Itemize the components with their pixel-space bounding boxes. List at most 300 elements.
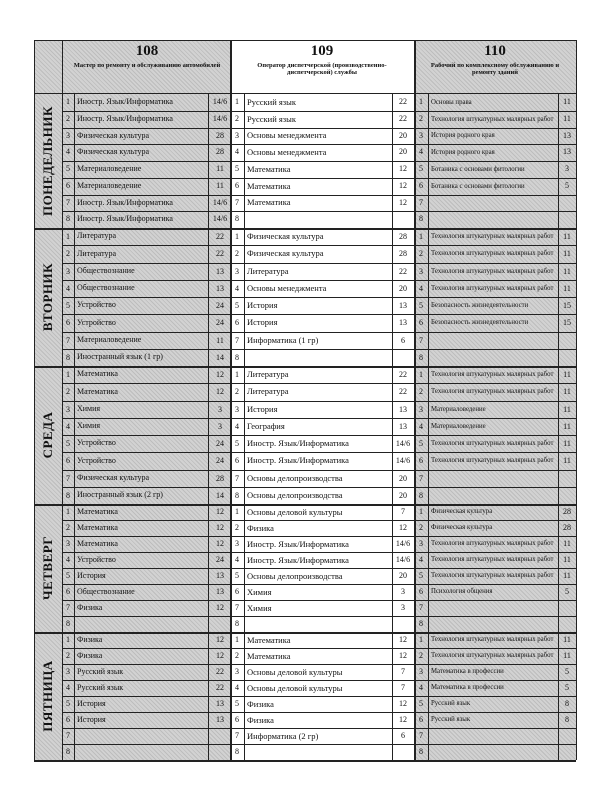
lesson-room: 13 [216,587,224,596]
lesson-room: 15 [563,301,571,310]
lesson-subject: Русский язык [247,96,296,107]
row-line [62,744,576,745]
lesson-subject: Русский язык [431,716,471,724]
lesson-room: 12 [399,651,407,660]
lesson-number: 4 [235,147,239,157]
lesson-room: 11 [563,283,571,293]
lesson-number: 4 [419,147,423,157]
lesson-number: 7 [419,197,423,207]
lesson-subject: Основы деловой культуры [247,506,343,517]
lesson-number: 1 [66,507,70,516]
lesson-room: 20 [399,473,407,483]
lesson-room: 24 [216,439,224,448]
lesson-number: 3 [419,539,423,548]
lesson-room [558,744,576,760]
lesson-subject: Химия [247,602,272,613]
lesson-subject: Основы делопроизводства [247,570,343,581]
day-label-1: ПОНЕДЕЛЬНИК [40,106,55,216]
lesson-number: 5 [235,301,239,310]
lesson-room [558,195,576,212]
lesson-subject: Русский язык [431,700,471,708]
lesson-room: 11 [563,421,571,431]
lesson-room: 12 [399,715,407,724]
lesson-room: 11 [563,232,571,241]
lesson-number: 2 [419,387,423,397]
lesson-room: 24 [216,555,224,564]
row-line [62,332,576,333]
lesson-subject: Русский язык [77,666,124,676]
number-column-divider [428,94,429,760]
lesson-room: 28 [216,473,224,483]
lesson-number: 1 [66,635,70,644]
lesson-subject: Технология штукатурных малярных работ [431,250,554,258]
border-top [34,40,576,41]
row-line [62,568,576,569]
lesson-subject: Безопасность жизнедеятельности [431,319,529,327]
row-line [62,600,576,601]
lesson-subject: Иностранный язык (1 гр) [77,352,163,362]
lesson-subject: Основы делопроизводства [247,472,343,483]
lesson-subject: Иностр. Язык/Информатика [247,438,349,449]
lesson-subject: Ботаника с основами фитологии [431,182,525,190]
lesson-room: 14/6 [212,197,228,207]
lesson-subject: Технология штукатурных малярных работ [431,652,554,660]
lesson-subject: Литература [77,231,117,241]
lesson-room: 22 [216,232,224,241]
lesson-room: 11 [563,539,571,548]
row-line [62,401,576,402]
lesson-subject: Иностр. Язык/Информатика [77,214,173,224]
lesson-room: 28 [563,507,571,516]
lesson-room: 8 [565,715,569,724]
lesson-subject: Обществознание [77,265,135,275]
lesson-subject: Информатика (2 гр) [247,730,319,741]
group-title: Рабочий по комплексному обслуживанию и ремонту зданий [430,62,560,77]
lesson-number: 1 [66,232,70,241]
lesson-room: 11 [563,370,571,379]
lesson-subject: География [247,420,285,431]
lesson-subject: Обществознание [77,283,135,293]
lesson-number: 3 [419,404,423,414]
group-divider [230,40,232,760]
lesson-subject: Литература [77,248,117,258]
lesson-number: 5 [419,164,423,173]
lesson-subject: Математика [77,369,118,379]
lesson-room: 11 [563,266,571,276]
lesson-room [558,332,576,349]
day-label-3: СРЕДА [40,411,55,459]
lesson-room: 12 [216,603,224,612]
lesson-subject: Физика [77,650,103,660]
lesson-subject: Физическая культура [431,508,493,516]
lesson-room: 24 [216,301,224,310]
lesson-subject: Иностр. Язык/Информатика [77,197,173,207]
row-line [62,280,576,281]
lesson-subject: Литература [247,265,289,276]
row-line [62,664,576,665]
lesson-number: 8 [419,619,423,628]
lesson-subject [431,195,557,212]
lesson-room: 6 [401,731,405,740]
lesson-number: 4 [66,683,70,692]
lesson-number: 8 [66,747,70,756]
row-line [62,297,576,298]
lesson-subject: Иностр. Язык/Информатика [77,97,173,107]
lesson-room: 28 [563,523,571,532]
lesson-room: 24 [216,318,224,328]
room-column-divider [208,94,209,760]
lesson-number: 3 [235,539,239,548]
lesson-subject: Технология штукатурных малярных работ [431,572,554,580]
row-line [62,245,576,246]
row-line [62,263,576,264]
lesson-subject [431,211,557,228]
lesson-room: 22 [399,97,407,106]
lesson-number: 7 [235,731,239,740]
lesson-number: 8 [66,214,70,224]
row-line [62,383,576,384]
lesson-room: 13 [216,266,224,276]
lesson-room: 22 [216,667,224,676]
lesson-subject: Химия [77,421,101,431]
lesson-room [558,616,576,632]
lesson-room: 20 [399,571,407,580]
lesson-room: 15 [563,318,571,328]
lesson-room: 11 [563,249,571,259]
lesson-subject [431,349,557,366]
group-title: Оператор диспетчерской (производственно-диспетчерской) службы [257,62,387,77]
lesson-room [558,487,576,504]
lesson-subject [431,487,557,504]
lesson-subject: Технология штукатурных малярных работ [431,284,554,292]
lesson-subject: Основы делопроизводства [247,489,343,500]
lesson-room: 11 [216,180,224,190]
lesson-subject: История родного края [431,149,495,157]
lesson-subject: Математика [247,197,291,208]
lesson-number: 2 [419,651,423,660]
lesson-number: 5 [419,699,423,708]
lesson-number: 3 [235,266,239,276]
lesson-number: 3 [235,667,239,676]
lesson-room: 22 [216,683,224,692]
row-line [62,536,576,537]
lesson-room: 11 [563,555,571,564]
lesson-subject: Иностр. Язык/Информатика [247,554,349,565]
lesson-room: 5 [565,667,569,676]
lesson-number: 3 [66,667,70,676]
lesson-subject: Иностр. Язык/Информатика [247,538,349,549]
lesson-number: 6 [419,715,423,724]
day-column-divider [62,40,63,760]
lesson-room [558,211,576,228]
lesson-room: 11 [216,335,224,345]
lesson-subject: Материаловедение [431,405,486,413]
lesson-subject: Материаловедение [77,334,142,344]
lesson-subject: История [247,317,278,328]
row-line [62,552,576,553]
day-label-4: ЧЕТВЕРГ [40,536,55,600]
lesson-subject: Математика в профессии [431,684,504,692]
lesson-number: 3 [235,130,239,140]
lesson-subject: Технология штукатурных малярных работ [431,440,554,448]
lesson-subject: Литература [247,369,289,380]
lesson-subject: История [247,403,278,414]
lesson-number: 6 [419,456,423,466]
lesson-number: 5 [235,571,239,580]
lesson-room: 28 [399,249,407,259]
lesson-room: 14 [216,352,224,362]
lesson-number: 3 [66,404,70,414]
lesson-subject: История [77,714,106,724]
lesson-number: 2 [419,523,423,532]
lesson-number: 3 [66,266,70,276]
lesson-subject: Технология штукатурных малярных работ [431,115,554,123]
lesson-room: 14/6 [212,113,228,123]
lesson-room: 3 [401,587,405,596]
lesson-subject [247,211,391,228]
lesson-subject: Физика [247,714,274,725]
lesson-number: 7 [235,335,239,345]
lesson-number: 2 [235,523,239,532]
lesson-subject: Физика [77,634,103,644]
lesson-room: 6 [401,335,405,345]
lesson-subject [431,744,557,760]
row-line [62,435,576,436]
row-line [62,349,576,350]
lesson-number: 8 [419,352,423,362]
lesson-subject: Математика [77,386,118,396]
lesson-room: 13 [216,283,224,293]
lesson-number: 7 [419,603,423,612]
lesson-subject: Химия [247,586,272,597]
lesson-subject: Физическая культура [247,231,324,242]
lesson-room: 13 [216,571,224,580]
lesson-number: 5 [235,439,239,448]
lesson-number: 8 [419,214,423,224]
lesson-room: 14/6 [395,555,411,564]
lesson-subject: История [77,570,106,580]
lesson-subject: Технология штукатурных малярных работ [431,540,554,548]
lesson-number: 1 [419,232,423,241]
lesson-subject: Ботаника с основами фитологии [431,165,525,173]
lesson-number: 1 [235,507,239,516]
lesson-room: 14/6 [395,439,411,448]
group-number-109: 109 [310,43,334,59]
lesson-subject: Психология общения [431,588,493,596]
lesson-room: 28 [216,130,224,140]
lesson-number: 2 [66,651,70,660]
border-left [34,40,35,760]
lesson-room: 7 [401,667,405,676]
lesson-subject: Литература [247,386,289,397]
lesson-room: 3 [218,404,222,414]
lesson-number: 8 [235,352,239,362]
lesson-number: 1 [235,635,239,644]
lesson-subject: Технология штукатурных малярных работ [431,388,554,396]
lesson-subject: История [77,698,106,708]
lesson-subject: Математика [247,163,291,174]
lesson-room: 14 [216,490,224,500]
lesson-subject: Устройство [77,300,116,310]
lesson-number: 6 [66,318,70,328]
lesson-room: 12 [216,523,224,532]
row-line [62,418,576,419]
lesson-room: 20 [399,130,407,140]
lesson-number: 4 [66,555,70,564]
lesson-room: 7 [401,683,405,692]
lesson-number: 8 [235,214,239,224]
lesson-subject: Технология штукатурных малярных работ [431,457,554,465]
lesson-room [208,744,232,760]
lesson-subject: Русский язык [247,113,296,124]
lesson-room: 22 [399,387,407,397]
lesson-room: 24 [216,456,224,466]
row-line [62,487,576,488]
lesson-room: 11 [563,439,571,448]
lesson-number: 6 [235,456,239,466]
day-divider [34,760,576,762]
day-divider [34,632,576,634]
row-line [62,111,576,112]
row-line [62,728,576,729]
lesson-room: 28 [216,147,224,157]
lesson-subject: Устройство [77,317,116,327]
lesson-room: 22 [216,249,224,259]
lesson-room: 11 [563,635,571,644]
lesson-number: 7 [66,603,70,612]
row-line [62,314,576,315]
lesson-room: 14/6 [212,214,228,224]
lesson-number: 7 [66,731,70,740]
room-column-divider [392,94,393,760]
lesson-subject: Русский язык [77,682,124,692]
lesson-number: 5 [66,301,70,310]
lesson-subject: Математика [77,538,118,548]
lesson-subject: Информатика (1 гр) [247,334,319,345]
lesson-room: 14/6 [395,456,411,466]
lesson-number: 3 [419,667,423,676]
lesson-subject: История родного края [431,132,495,140]
lesson-room [558,470,576,487]
lesson-room: 12 [399,164,407,173]
lesson-room: 11 [216,164,224,173]
lesson-number: 7 [66,335,70,345]
lesson-subject: Технология штукатурных малярных работ [431,371,554,379]
lesson-subject: Материаловедение [431,422,486,430]
lesson-room: 22 [399,113,407,123]
lesson-room: 13 [563,130,571,140]
lesson-subject: Физика [247,522,274,533]
lesson-subject: Физика [77,602,103,612]
lesson-number: 5 [419,439,423,448]
lesson-number: 5 [66,439,70,448]
row-line [62,616,576,617]
lesson-number: 3 [66,539,70,548]
lesson-subject: Материаловедение [77,180,142,190]
border-right [576,40,577,760]
row-line [62,680,576,681]
lesson-number: 6 [235,318,239,328]
lesson-number: 4 [235,683,239,692]
lesson-number: 6 [66,456,70,466]
row-line [62,178,576,179]
lesson-subject: Технология штукатурных малярных работ [431,636,554,644]
lesson-subject: Физическая культура [77,472,150,482]
lesson-number: 7 [419,335,423,345]
lesson-number: 5 [419,571,423,580]
lesson-number: 8 [419,490,423,500]
lesson-number: 3 [66,130,70,140]
lesson-subject [247,616,391,632]
lesson-room [392,211,414,228]
day-divider [34,228,576,230]
lesson-subject: Основы менеджмента [247,130,327,141]
lesson-room: 28 [399,232,407,241]
lesson-subject: Физическая культура [431,524,493,532]
lesson-number: 5 [235,164,239,173]
lesson-number: 2 [66,113,70,123]
lesson-number: 6 [235,180,239,190]
row-line [62,452,576,453]
lesson-subject [431,600,557,616]
lesson-subject: Математика [77,522,118,532]
lesson-room: 7 [401,507,405,516]
lesson-number: 1 [235,232,239,241]
lesson-number: 1 [66,370,70,379]
day-label-5: ПЯТНИЦА [40,660,55,732]
lesson-number: 1 [66,97,70,106]
lesson-number: 7 [419,473,423,483]
lesson-number: 1 [235,370,239,379]
lesson-room: 11 [563,651,571,660]
lesson-room [558,728,576,744]
lesson-number: 4 [419,555,423,564]
lesson-subject: Технология штукатурных малярных работ [431,267,554,275]
lesson-number: 3 [419,130,423,140]
row-line [62,696,576,697]
lesson-room: 12 [216,370,224,379]
row-line [62,470,576,471]
lesson-number: 8 [235,490,239,500]
lesson-subject: Иностр. Язык/Информатика [77,113,173,123]
lesson-room: 14/6 [395,539,411,548]
lesson-number: 6 [66,715,70,724]
lesson-subject [247,349,391,366]
lesson-subject: Математика [247,180,291,191]
lesson-number: 2 [419,249,423,259]
lesson-room: 12 [216,387,224,397]
row-line [62,211,576,212]
lesson-room: 13 [563,147,571,157]
lesson-room: 8 [565,699,569,708]
lesson-number: 1 [419,97,423,106]
lesson-subject: Математика [77,506,118,516]
lesson-number: 6 [419,318,423,328]
lesson-number: 2 [235,113,239,123]
lesson-subject [431,728,557,744]
lesson-room: 22 [399,370,407,379]
lesson-room: 3 [401,603,405,612]
lesson-number: 1 [419,370,423,379]
lesson-number: 2 [66,387,70,397]
day-divider [34,366,576,368]
lesson-number: 2 [235,387,239,397]
lesson-subject [431,470,557,487]
day-label-2: ВТОРНИК [40,262,55,332]
lesson-subject: Математика [247,634,291,645]
lesson-number: 6 [66,180,70,190]
lesson-subject [77,728,207,744]
